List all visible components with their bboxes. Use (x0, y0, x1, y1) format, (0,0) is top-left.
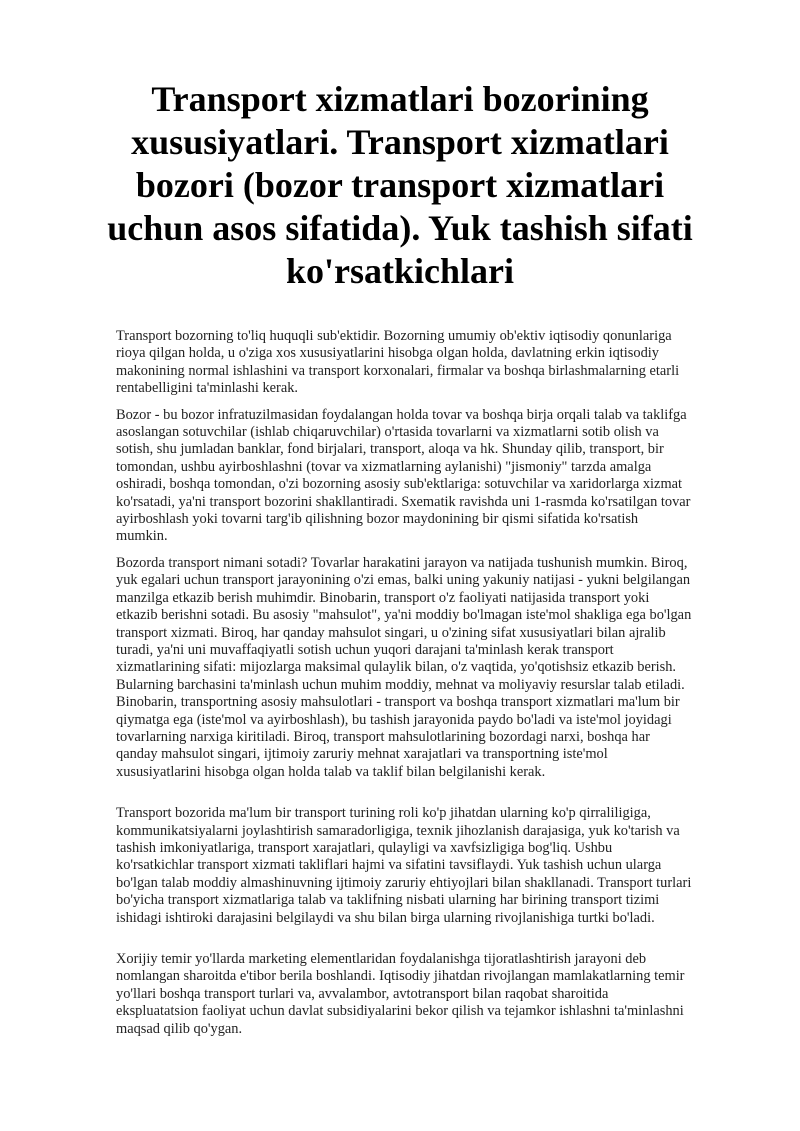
document-body (116, 328, 692, 1038)
paragraph-4: Transport bozorida ma'lum bir transport turining roli ko'p jihatdan ularning ko'p qirraliligiga, kommunikatsiyalarni joylashtirish samaradorligiga, texnik jihozlanish darajasiga, yuk ko'tarish va tashish imkoniyatlariga, transport xarajatlari, qulayligi va xavfsizligiga bog'liq. Ushbu ko'rsatkichlar transport xizmati takliflari hajmi va sifatini tavsiflaydi. Yuk tashish uchun ularga bo'lgan talab moddiy almashinuvning ijtimoiy zaruriy ehtiyojlari bilan shakllanadi. Transport turlari bo'yicha transport xizmatlariga talab va taklifning nisbati ularning har birining transport tizimi ishidagi ishtiroki darajasini belgilaydi va shu bilan birga ularning rivojlanishiga turtki bo'ladi. (116, 805, 692, 926)
paragraph-5: Xorijiy temir yo'llarda marketing elementlaridan foydalanishga tijoratlashtirish jarayoni deb nomlangan sharoitda e'tibor berila boshlandi. Iqtisodiy jihatdan rivojlangan mamlakatlarning temir yo'llari boshqa transport turlari va, avvalambor, avtotransport bilan raqobat sharoitida ekspluatatsion faoliyat uchun davlat subsidiyalarini bekor qilish va tejamkor ishlashni ta'minlashni maqsad qilib qo'ygan. (116, 951, 685, 1037)
document-title: Transport xizmatlari bozorining xususiyatlari. Transport xizmatlari bozori (bozor transport xizmatlari uchun asos sifatida). Yuk tashish sifati ko'rsatkichlari (107, 79, 693, 291)
paragraph-2: Bozor - bu bozor infratuzilmasidan foydalangan holda tovar va boshqa birja orqali talab va taklifga asoslangan sotuvchilar (ishlab chiqaruvchilar) o'rtasida tovarlarni va xizmatlarni sotib olish va sotish, shu jumladan banklar, fond birjalari, transport, aloqa va hk. Shunday qilib, transport, bir tomondan, ushbu ayirboshlashni (tovar va xizmatlarning aylanishi) "jismoniy" tarzda amalga oshiradi, boshqa tomondan, o'zi bozorning asosiy sub'ektlariga: sotuvchilar va xaridorlarga xizmat ko'rsatadi, ya'ni transport bozorini shakllantiradi. Sxematik ravishda uni 1-rasmda ko'rsatilgan tovar ayirboshlash yoki tovarni targ'ib qilishning bozor maydonining bir qismi sifatida ko'rsatish mumkin. (116, 406, 691, 545)
paragraph-1: Transport bozorning to'liq huquqli sub'ektidir. Bozorning umumiy ob'ektiv iqtisodiy qonunlariga rioya qilgan holda, u o'ziga xos xususiyatlarini hisobga olgan holda, davlatning erkin iqtisodiy makonining normal ishlashini va transport korxonalari, firmalar va boshqa birlashmalarning etarli rentabelligini ta'minlashi kerak. (116, 328, 680, 397)
paragraph-3: Bozorda transport nimani sotadi? Tovarlar harakatini jarayon va natijada tushunish mumkin. Biroq, yuk egalari uchun transport jarayonining o'zi emas, balki uning yakuniy natijasi - yukni belgilangan manzilga etkazib berish muhimdir. Binobarin, transport o'z faoliyati natijasida transport yoki etkazib berishni sotadi. Bu asosiy "mahsulot", ya'ni moddiy bo'lmagan iste'mol shakliga ega bo'lgan transport xizmati. Biroq, har qanday mahsulot singari, u o'zining sifat xususiyatlari bilan ajralib turadi, ya'ni uni muvaffaqiyatli sotish uchun yuqori darajani ta'minlash kerak transport xizmatlarining sifati: mijozlarga maksimal qulaylik bilan, o'z vaqtida, yo'qotishsiz etkazib berish. Bularning barchasini ta'minlash uchun muhim moddiy, mehnat va moliyaviy resurslar talab etiladi. Binobarin, transportning asosiy mahsulotlari - transport va boshqa transport xizmatlari ma'lum bir qiymatga ega (iste'mol va ayirboshlash), bu tashish jarayonida paydo bo'ladi va iste'mol joyidagi tovarlarning narxiga kiritiladi. Biroq, transport mahsulotlarining bozordagi narxi, boshqa har qanday mahsulot singari, ijtimoiy zaruriy mehnat xarajatlari va transportning iste'mol xususiyatlarini hisobga olgan holda talab va taklif bilan belgilanishi kerak. (116, 554, 692, 780)
